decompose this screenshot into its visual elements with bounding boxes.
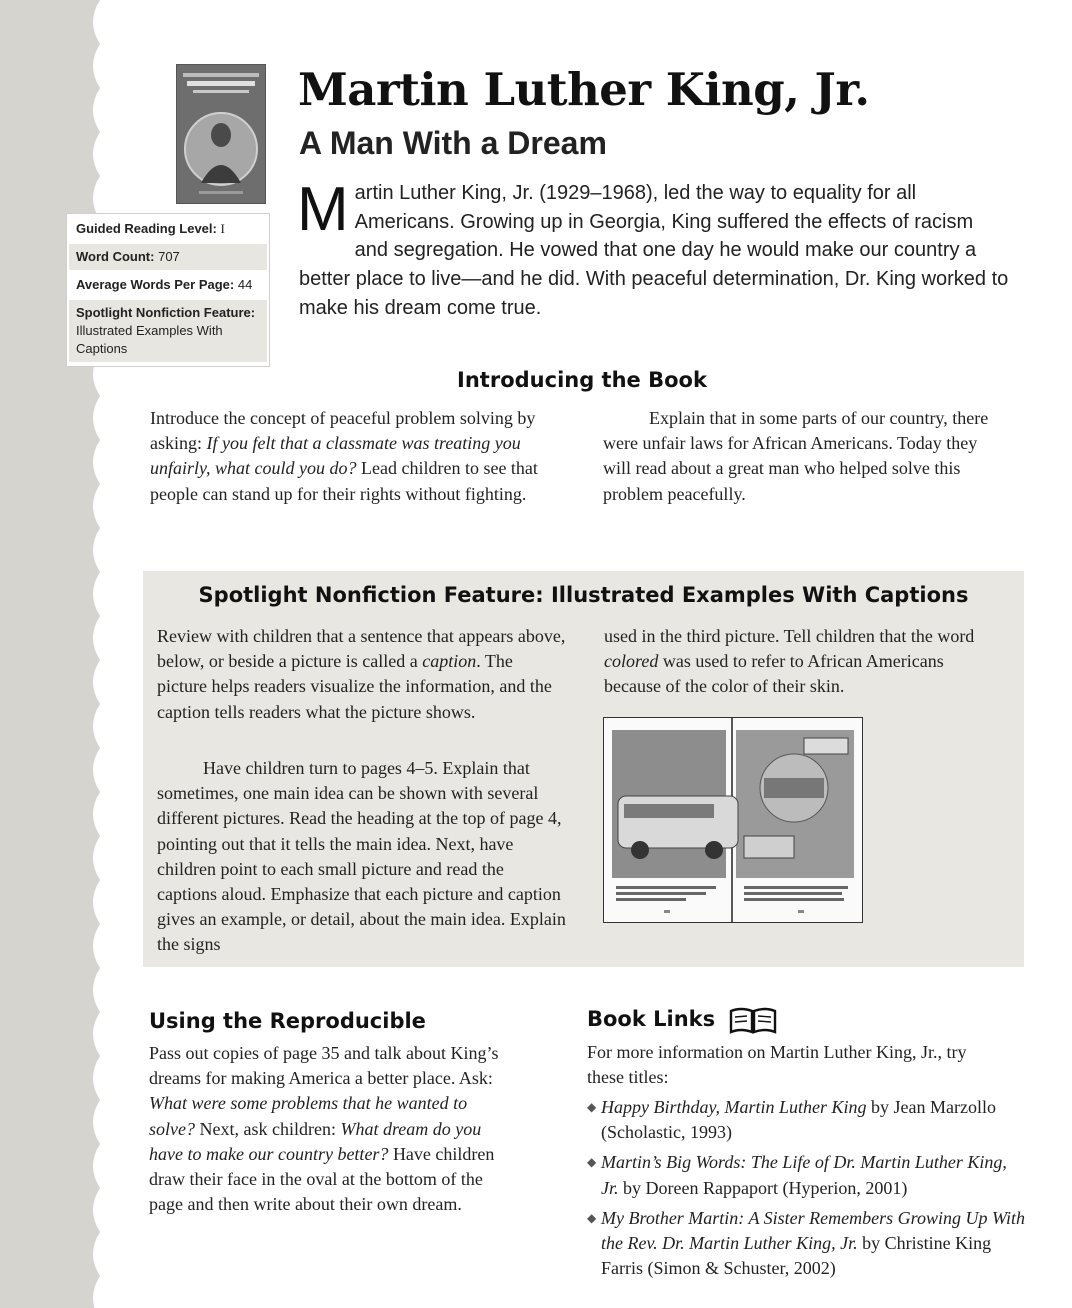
- spotlight-paragraph-3: used in the third picture. Tell children that the word colored was used to refer to African Americans because of the color of their skin.: [604, 626, 975, 697]
- introducing-left-paragraph: Introduce the concept of peaceful problem solving by asking: If you felt that a classmate was treating you unfairly, what could you do? Lead children to see that people can stand up for their rights without fighting.: [150, 408, 538, 504]
- word-count: Word Count: 707: [69, 244, 267, 270]
- average-words-per-page: Average Words Per Page: 44: [76, 277, 253, 292]
- spotlight-heading: Spotlight Nonfiction Feature: Illustrated Examples With Captions: [198, 583, 969, 607]
- spotlight-feature-info: Spotlight Nonfiction Feature: Illustrated Examples With Captions: [69, 300, 267, 362]
- reading-info-box: [66, 213, 270, 367]
- book-links-intro: For more information on Martin Luther King, Jr., try these titles:: [587, 1042, 967, 1088]
- introducing-heading: Introducing the Book: [457, 368, 707, 392]
- intro-paragraph: Martin Luther King, Jr. (1929–1968), led the way to equality for all Americans. Growing up in Georgia, King suffered the effects of racism and segregation. He vowed that one day he would make our country a better place to live—and he did. With peaceful determination, Dr. King worked to make his dream come true.: [297, 175, 1009, 319]
- book-links-list: [587, 1095, 1027, 1286]
- spotlight-paragraph-2: Have children turn to pages 4–5. Explain that sometimes, one main idea can be shown with several different pictures. Read the heading at the top of page 4, pointing out that it tells the main idea. Next, have children point to each small picture and read the captions aloud. Emphasize that each picture and caption gives an example, or detail, about the main idea. Explain the signs: [157, 758, 566, 955]
- decorative-wavy-border: [0, 0, 112, 1308]
- page-title: Martin Luther King, Jr.: [298, 63, 870, 116]
- guided-reading-level: Guided Reading Level: I: [76, 221, 225, 236]
- book-links-heading: Book Links: [587, 1007, 716, 1031]
- drop-cap: M: [297, 175, 349, 244]
- book-cover-image: [176, 64, 266, 204]
- introducing-right-paragraph: Explain that in some parts of our country, there were unfair laws for African Americans. Today they will read about a great man who helped solve this problem peacefully.: [603, 408, 989, 504]
- diamond-bullet-icon: ◆: [587, 1100, 597, 1114]
- diamond-bullet-icon: ◆: [587, 1155, 597, 1170]
- page-subtitle: A Man With a Dream: [299, 125, 607, 161]
- book-link-item: ◆ Martin’s Big Words: The Life of Dr. Martin Luther King, Jr. by Doreen Rappaport (Hyperion, 2001): [587, 1152, 1007, 1198]
- book-link-item: ◆ My Brother Martin: A Sister Remembers Growing Up With the Rev. Dr. Martin Luther King, Jr. by Christine King Farris (Simon & Schuster, 2002): [587, 1207, 1025, 1279]
- diamond-bullet-icon: ◆: [587, 1210, 597, 1225]
- book-spread-illustration: [603, 717, 863, 923]
- reproducible-heading: Using the Reproducible: [149, 1009, 426, 1033]
- spotlight-paragraph-1: Review with children that a sentence that appears above, below, or beside a picture is called a caption. The picture helps readers visualize the information, and the caption tells readers what the picture shows.: [157, 626, 566, 722]
- reproducible-paragraph: Pass out copies of page 35 and talk about King’s dreams for making America a better place. Ask: What were some problems that he wanted to solve? Next, ask children: What dream do you have to make our country better? Have children draw their face in the oval at the bottom of the page and then write about their own dream.: [149, 1043, 499, 1215]
- open-book-icon: [727, 1005, 779, 1035]
- book-link-item: ◆ Happy Birthday, Martin Luther King by Jean Marzollo (Scholastic, 1993): [587, 1097, 996, 1143]
